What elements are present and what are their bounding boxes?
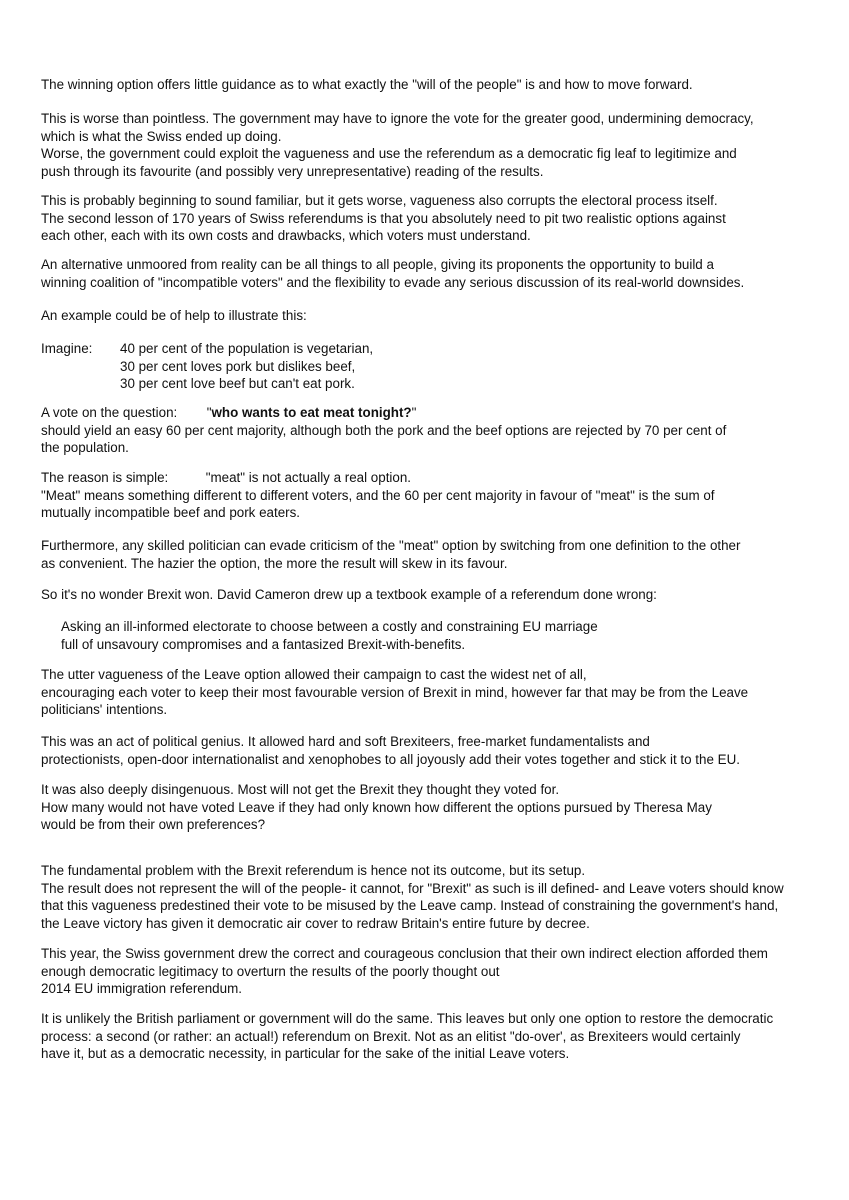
text-line: The result does not represent the will of the people- it cannot, for "Brexit" as such is ill defined- and Leave voters should know (41, 880, 784, 896)
text-line: each other, each with its own costs and drawbacks, which voters must understand. (41, 228, 531, 243)
text-line: have it, but as a democratic necessity, in particular for the sake of the initial Leave voters. (41, 1046, 570, 1061)
paragraph-disingenuous (41, 781, 841, 834)
text-line: enough democratic legitimacy to overturn the results of the poorly thought out (41, 963, 500, 979)
paragraph-swiss-government (41, 945, 841, 998)
text-line: The winning option offers little guidance as to what exactly the "will of the people" is and how to move forward. (41, 77, 693, 92)
text-line: winning coalition of "incompatible voters" and the flexibility to evade any serious discussion of its real-world downsides. (41, 274, 745, 290)
imagine-line: 40 per cent of the population is vegetarian, (120, 341, 374, 356)
imagine-line: 30 per cent loves pork but dislikes beef, (120, 358, 356, 374)
paragraph-political-genius (41, 733, 841, 768)
text-line: the population. (41, 440, 129, 455)
text-line: protectionists, open-door internationalist and xenophobes to all joyously add their votes together and stick it to the EU. (41, 751, 740, 767)
text-line: which is what the Swiss ended up doing. (41, 128, 282, 144)
text-line: encouraging each voter to keep their most favourable version of Brexit in mind, however far that may be from the Leave (41, 684, 749, 700)
paragraph-alternative-unmoored (41, 256, 841, 291)
text-line: Worse, the government could exploit the vagueness and use the referendum as a democratic fig leaf to legitimize and (41, 146, 737, 161)
text-line: This is worse than pointless. The government may have to ignore the vote for the greater good, undermining democracy, (41, 111, 754, 126)
text-line: It is unlikely the British parliament or government will do the same. This leaves but only one option to restore the democratic (41, 1011, 774, 1026)
text-line: should yield an easy 60 per cent majority, although both the pork and the beef options are rejected by 70 per cent of (41, 422, 727, 438)
quote-mark: " (206, 405, 212, 420)
text-line: The fundamental problem with the Brexit referendum is hence not its outcome, but its setup. (41, 863, 586, 878)
quote-mark: " (411, 405, 417, 420)
text-line: An example could be of help to illustrate this: (41, 308, 307, 323)
paragraph-will-of-people (41, 76, 841, 94)
reason-text: "meat" is not actually a real option. (205, 470, 412, 485)
imagine-label: Imagine: (41, 341, 93, 356)
text-line: "Meat" means something different to different voters, and the 60 per cent majority in favour of "meat" is the sum of (41, 487, 715, 503)
text-line: An alternative unmoored from reality can be all things to all people, giving its proponents the opportunity to build a (41, 257, 714, 272)
quote-line: full of unsavoury compromises and a fantasized Brexit-with-benefits. (61, 636, 466, 652)
quote-line: Asking an ill-informed electorate to choose between a costly and constraining EU marriage (61, 619, 598, 634)
vote-lead: A vote on the question: (41, 405, 178, 420)
text-line: Furthermore, any skilled politician can evade criticism of the "meat" option by switching from one definition to the other (41, 538, 741, 553)
paragraph-example-intro (41, 307, 841, 325)
paragraph-vote-question (41, 404, 841, 457)
text-line: as convenient. The hazier the option, the more the result will skew in its favour. (41, 555, 508, 571)
paragraph-reason (41, 469, 841, 522)
text-line: 2014 EU immigration referendum. (41, 981, 242, 996)
paragraph-brexit-won (41, 586, 841, 604)
quote-block (41, 618, 841, 653)
text-line: process: a second (or rather: an actual!) referendum on Brexit. Not as an elitist "do-over', as Brexiteers would certainly (41, 1028, 741, 1044)
text-line: This year, the Swiss government drew the correct and courageous conclusion that their own indirect election afforded them (41, 946, 768, 961)
imagine-block (41, 340, 841, 393)
text-line: So it's no wonder Brexit won. David Cameron drew up a textbook example of a referendum done wrong: (41, 587, 657, 602)
text-line: the Leave victory has given it democratic air cover to redraw Britain's entire future by decree. (41, 915, 590, 931)
paragraph-worse-than-pointless (41, 110, 841, 180)
text-line: How many would not have voted Leave if they had only known how different the options pursued by Theresa May (41, 799, 712, 815)
text-line: would be from their own preferences? (41, 817, 266, 832)
text-line: push through its favourite (and possibly very unrepresentative) reading of the results. (41, 163, 544, 179)
reason-lead: The reason is simple: (41, 470, 169, 485)
imagine-line: 30 per cent love beef but can't eat pork. (120, 376, 355, 391)
paragraph-utter-vagueness (41, 666, 841, 719)
paragraph-swiss-lesson (41, 192, 841, 245)
text-line: It was also deeply disingenuous. Most will not get the Brexit they thought they voted for. (41, 782, 560, 797)
vote-question: who wants to eat meat tonight? (211, 405, 412, 420)
text-line: mutually incompatible beef and pork eaters. (41, 505, 301, 520)
paragraph-second-referendum (41, 1010, 841, 1063)
text-line: The utter vagueness of the Leave option allowed their campaign to cast the widest net of all, (41, 667, 587, 682)
text-line: This is probably beginning to sound familiar, but it gets worse, vagueness also corrupts the electoral process itself. (41, 193, 718, 208)
text-line: This was an act of political genius. It allowed hard and soft Brexiteers, free-market fundamentalists and (41, 734, 650, 749)
text-line: politicians' intentions. (41, 702, 168, 717)
paragraph-fundamental-problem (41, 862, 841, 932)
paragraph-skilled-politician (41, 537, 841, 572)
text-line: The second lesson of 170 years of Swiss referendums is that you absolutely need to pit two realistic options against (41, 210, 726, 226)
text-line: that this vagueness predestined their vote to be misused by the Leave camp. Instead of constraining the government's hand, (41, 898, 779, 913)
